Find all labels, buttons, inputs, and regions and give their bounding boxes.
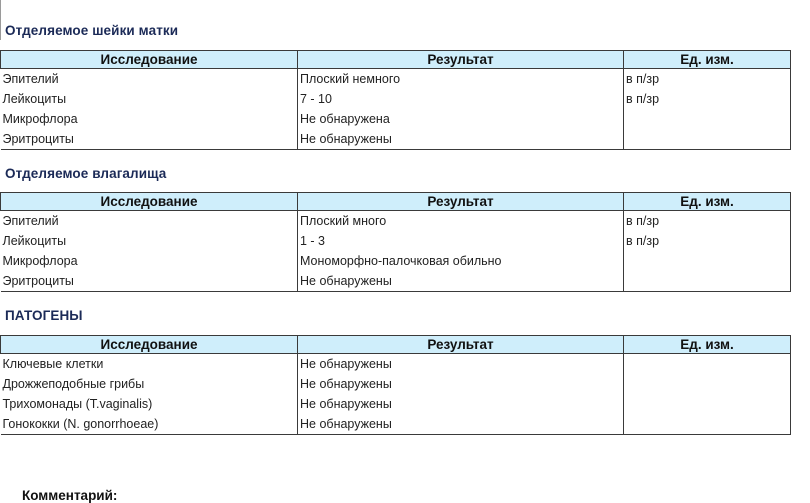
test-name: Ключевые клетки <box>2 357 104 371</box>
table-header-row <box>1 193 791 211</box>
header-test: Исследование <box>1 51 298 69</box>
test-result: Плоский много <box>298 211 624 232</box>
test-result: Не обнаружена <box>298 109 624 129</box>
test-unit <box>624 251 791 271</box>
test-unit: в п/зр <box>624 231 791 251</box>
test-name: Микрофлора <box>2 112 78 126</box>
table-row <box>1 109 791 129</box>
test-unit: в п/зр <box>624 69 791 90</box>
table-row <box>1 231 791 251</box>
header-test: Исследование <box>1 336 298 354</box>
test-result: Не обнаружены <box>298 129 624 150</box>
test-name: Эритроциты <box>1 129 298 150</box>
test-name: Лейкоциты <box>2 234 67 248</box>
table-row <box>1 354 791 375</box>
test-result: Не обнаружены <box>298 271 624 292</box>
test-unit: в п/зр <box>624 89 791 109</box>
test-unit <box>624 374 791 394</box>
test-result: 7 - 10 <box>298 89 624 109</box>
header-test: Исследование <box>1 193 298 211</box>
comment-label: Комментарий: <box>22 488 118 503</box>
table-row <box>1 414 791 435</box>
header-result: Результат <box>298 51 624 69</box>
test-name: Трихомонады (T.vaginalis) <box>2 397 153 411</box>
test-unit <box>624 354 791 375</box>
header-result: Результат <box>298 193 624 211</box>
test-unit <box>624 414 791 435</box>
test-result: Не обнаружены <box>298 374 624 394</box>
test-name: Эпителий <box>2 214 59 228</box>
test-result: Мономорфно-палочковая обильно <box>298 251 624 271</box>
table-header-row <box>1 336 791 354</box>
header-unit: Ед. изм. <box>624 51 791 69</box>
test-result: Не обнаружены <box>298 394 624 414</box>
vagina-results-table <box>0 192 791 292</box>
test-unit <box>624 271 791 292</box>
test-name: Гонококки (N. gonorrhoeae) <box>1 414 298 435</box>
test-name: Лейкоциты <box>2 92 67 106</box>
table-header-row <box>1 51 791 69</box>
test-name: Эпителий <box>2 72 59 86</box>
section-title-vagina: Отделяемое влагалища <box>5 166 167 181</box>
cervix-results-table <box>0 50 791 150</box>
table-row <box>1 251 791 271</box>
table-row <box>1 394 791 414</box>
table-row <box>1 374 791 394</box>
header-unit: Ед. изм. <box>624 336 791 354</box>
header-result: Результат <box>298 336 624 354</box>
left-border-line <box>0 0 1 40</box>
test-result: Не обнаружены <box>298 354 624 375</box>
section-title-cervix: Отделяемое шейки матки <box>5 23 179 38</box>
test-unit <box>624 394 791 414</box>
table-row <box>1 129 791 150</box>
test-result: Не обнаружены <box>298 414 624 435</box>
test-result: Плоский немного <box>298 69 624 90</box>
table-row <box>1 211 791 232</box>
test-unit <box>624 129 791 150</box>
table-row <box>1 89 791 109</box>
test-name: Микрофлора <box>2 254 78 268</box>
table-row <box>1 271 791 292</box>
test-unit: в п/зр <box>624 211 791 232</box>
pathogens-results-table <box>0 335 791 435</box>
test-unit <box>624 109 791 129</box>
section-title-pathogens: ПАТОГЕНЫ <box>5 308 83 323</box>
test-name: Эритроциты <box>1 271 298 292</box>
test-result: 1 - 3 <box>298 231 624 251</box>
header-unit: Ед. изм. <box>624 193 791 211</box>
test-name: Дрожжеподобные грибы <box>2 377 145 391</box>
table-row <box>1 69 791 90</box>
